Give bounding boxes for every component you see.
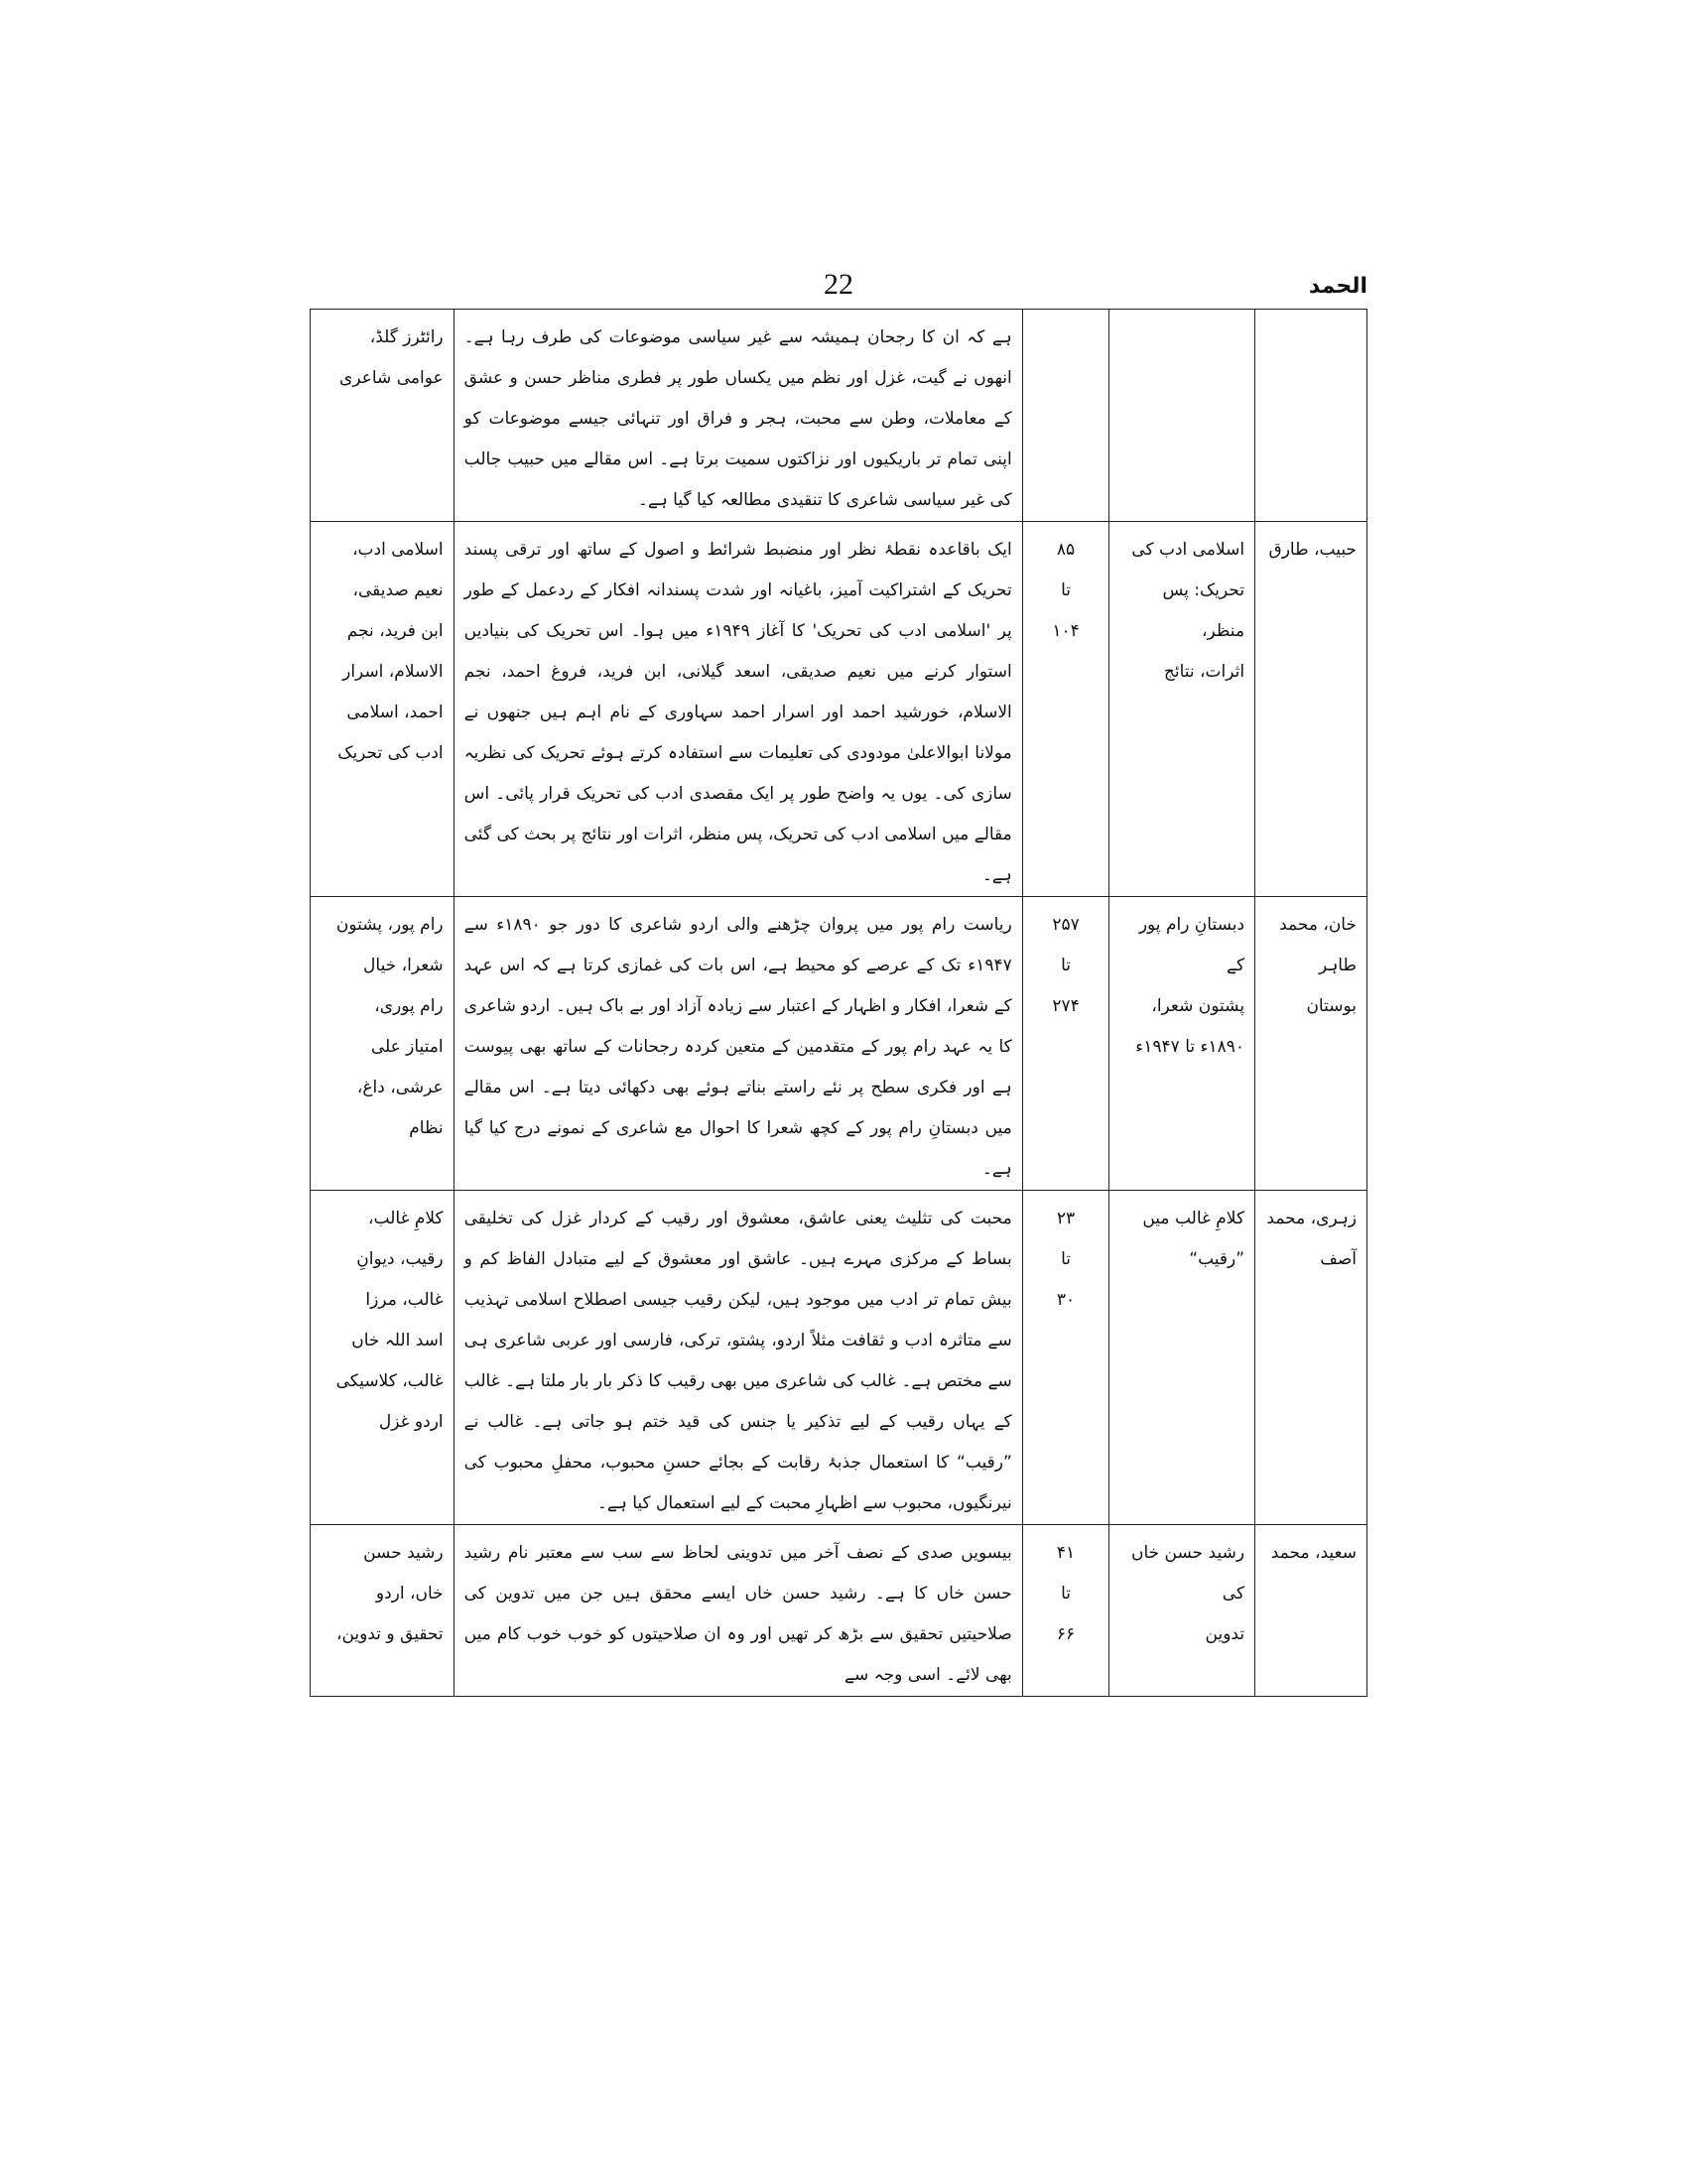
table-row	[311, 522, 1367, 897]
pages-cell	[1022, 522, 1109, 897]
journal-name: الحمد	[1308, 274, 1367, 299]
title-cell	[1109, 1191, 1255, 1525]
pages-line: تا	[1061, 580, 1072, 600]
keywords-line: نعیم صدیقی،	[352, 580, 444, 600]
title-line: اسلامی ادب کی	[1131, 540, 1245, 560]
author-cell	[1255, 1191, 1367, 1525]
keywords-line: رقیب، دیوانِ	[356, 1249, 444, 1269]
pages-cell	[1022, 310, 1109, 522]
pages-line: ۳۰	[1056, 1290, 1076, 1310]
author-cell	[1255, 522, 1367, 897]
title-line: دبستانِ رام پور کے	[1138, 915, 1245, 975]
keywords-line: شعرا، خیال	[363, 956, 444, 975]
keywords-line: کلامِ غالب،	[368, 1209, 444, 1228]
title-line: ”رقیب“	[1189, 1249, 1245, 1269]
keywords-line: رائٹرز گلڈ،	[369, 327, 444, 347]
keywords-line: خاں، اردو	[375, 1584, 444, 1604]
keywords-line: نظام	[409, 1118, 444, 1138]
title-cell	[1109, 310, 1255, 522]
keywords-line: رام پور، پشتون	[335, 915, 444, 935]
author-line: خان، محمد طاہر	[1279, 915, 1357, 975]
keywords-cell	[311, 1525, 454, 1697]
pages-cell	[1022, 1191, 1109, 1525]
abstract-cell: ہے کہ ان کا رجحان ہمیشہ سے غیر سیاسی موضوعات کی طرف رہا ہے۔ انھوں نے گیت، غزل اور نظم میں یکساں طور پر فطری مناظر حسن و عشق کے معاملات، وطن سے محبت، ہجر و فراق اور تنہائی جیسے موضوعات کو اپنی تمام تر باریکیوں اور نزاکتوں سمیت برتا ہے۔ اس مقالے میں حبیب جالب کی غیر سیاسی شاعری کا تنقیدی مطالعہ کیا گیا ہے۔	[454, 310, 1022, 522]
page-header	[310, 268, 1367, 308]
article-index-table	[310, 309, 1367, 1697]
keywords-cell	[311, 897, 454, 1191]
keywords-cell	[311, 310, 454, 522]
title-line: ۱۸۹۰ء تا ۱۹۴۷ء	[1135, 1037, 1245, 1057]
table-row	[311, 897, 1367, 1191]
title-cell	[1109, 1525, 1255, 1697]
title-line: تدوین	[1205, 1624, 1245, 1644]
keywords-line: اردو غزل	[378, 1412, 444, 1432]
pages-line: تا	[1061, 1584, 1072, 1604]
keywords-line: احمد، اسلامی	[346, 703, 444, 722]
keywords-line: غالب، مرزا	[365, 1290, 444, 1310]
abstract-cell: ایک باقاعدہ نقطۂ نظر اور منضبط شرائط و اصول کے ساتھ اور ترقی پسند تحریک کے اشتراکیت آمیز، باغیانہ اور شدت پسندانہ افکار کے ردعمل کے طور پر 'اسلامی ادب کی تحریک' کا آغاز ۱۹۴۹ء میں ہوا۔ اس تحریک کی بنیادیں استوار کرنے میں نعیم صدیقی، اسعد گیلانی، ابن فرید، فروغ احمد، نجم الاسلام، خورشید احمد اور اسرار احمد سہاوری کے نام اہم ہیں جنھوں نے مولانا ابوالاعلیٰ مودودی کی تعلیمات سے استفادہ کرتے ہوئے تحریک کی نظریہ سازی کی۔ یوں یہ واضح طور پر ایک مقصدی ادب کی تحریک قرار پائی۔ اس مقالے میں اسلامی ادب کی تحریک، پس منظر، اثرات اور نتائج پر بحث کی گئی ہے۔	[454, 522, 1022, 897]
pages-line: ۱۰۴	[1052, 621, 1080, 641]
keywords-line: الاسلام، اسرار	[342, 662, 444, 682]
title-line: پشتون شعرا،	[1151, 996, 1245, 1016]
title-line: تحریک: پس منظر،	[1162, 580, 1245, 641]
keywords-line: عرشی، داغ،	[356, 1078, 444, 1097]
keywords-line: ابن فرید، نجم	[346, 621, 444, 641]
author-cell	[1255, 310, 1367, 522]
pages-line: تا	[1061, 956, 1072, 975]
author-cell	[1255, 1525, 1367, 1697]
keywords-line: اسلامی ادب،	[352, 540, 444, 560]
abstract-cell: ریاست رام پور میں پروان چڑھنے والی اردو شاعری کا دور جو ۱۸۹۰ء سے ۱۹۴۷ء تک کے عرصے کو محیط ہے، اس بات کی غمازی کرتا ہے کہ اس عہد کے شعرا، افکار و اظہار کے اعتبار سے زیادہ آزاد اور بے باک ہیں۔ اردو شاعری کا یہ عہد رام پور کے متقدمین کے متعین کردہ رجحانات کے ساتھ بھی پیوست ہے اور فکری سطح پر نئے راستے بناتے ہوئے بھی دکھائی دیتا ہے۔ اس مقالے میں دبستانِ رام پور کے کچھ شعرا کا احوال مع شاعری کے نمونے درج کیا گیا ہے۔	[454, 897, 1022, 1191]
author-line: حبیب، طارق	[1268, 540, 1357, 560]
table-row	[311, 1191, 1367, 1525]
pages-line: ۶۶	[1056, 1624, 1076, 1644]
pages-cell	[1022, 1525, 1109, 1697]
table-row	[311, 1525, 1367, 1697]
pages-line: ۲۷۴	[1052, 996, 1080, 1016]
title-cell	[1109, 522, 1255, 897]
pages-cell	[1022, 897, 1109, 1191]
keywords-cell	[311, 522, 454, 897]
pages-line: ۸۵	[1056, 540, 1076, 560]
title-line: رشید حسن خاں کی	[1130, 1543, 1245, 1604]
keywords-line: رشید حسن	[363, 1543, 444, 1563]
article-index-body	[311, 310, 1367, 1697]
keywords-line: غالب، کلاسیکی	[335, 1371, 444, 1391]
author-line: آصف	[1320, 1249, 1357, 1269]
abstract-cell: بیسویں صدی کے نصف آخر میں تدوینی لحاظ سے سب سے معتبر نام رشید حسن خاں کا ہے۔ رشید حسن خاں ایسے محقق ہیں جن میں تدوین کی صلاحیتیں تحقیق سے بڑھ کر تھیں اور وہ ان صلاحیتوں کو خوب خوب کام میں بھی لائے۔ اسی وجہ سے	[454, 1525, 1022, 1697]
title-cell	[1109, 897, 1255, 1191]
pages-line: ۴۱	[1056, 1543, 1076, 1563]
page-number: 22	[824, 268, 853, 301]
keywords-line: ادب کی تحریک	[337, 743, 444, 763]
author-line: بوستان	[1306, 996, 1357, 1016]
keywords-cell	[311, 1191, 454, 1525]
keywords-line: رام پوری،	[374, 996, 444, 1016]
keywords-line: اسد اللہ خاں	[351, 1331, 444, 1350]
author-line: زہری، محمد	[1266, 1209, 1357, 1228]
author-line: سعید، محمد	[1270, 1543, 1357, 1563]
pages-line: ۲۳	[1056, 1209, 1076, 1228]
pages-line: ۲۵۷	[1052, 915, 1080, 935]
keywords-line: امتیاز علی	[370, 1037, 444, 1057]
abstract-cell: محبت کی تثلیث یعنی عاشق، معشوق اور رقیب کے کردار غزل کی تخلیقی بساط کے مرکزی مہرے ہیں۔ عاشق اور معشوق کے لیے متبادل الفاظ کم و بیش تمام تر ادب میں موجود ہیں، لیکن رقیب جیسی اصطلاح اسلامی تہذیب سے متاثرہ ادب و ثقافت مثلاً اردو، پشتو، ترکی، فارسی اور عربی شاعری ہی سے مختص ہے۔ غالب کی شاعری میں بھی رقیب کا ذکر بار بار ملتا ہے۔ غالب کے یہاں رقیب کے لیے تذکیر یا جنس کی قید ختم ہو جاتی ہے۔ غالب نے ”رقیب“ کا استعمال جذبۂ رقابت کے بجائے حسنِ محبوب، محفلِ محبوب کی نیرنگیوں، محبوب سے اظہارِ محبت کے لیے استعمال کیا ہے۔	[454, 1191, 1022, 1525]
title-line: اثرات، نتائج	[1163, 662, 1245, 682]
title-line: کلامِ غالب میں	[1142, 1209, 1245, 1228]
pages-line: تا	[1061, 1249, 1072, 1269]
keywords-line: تحقیق و تدوین،	[335, 1624, 444, 1644]
keywords-line: عوامی شاعری	[339, 368, 444, 388]
author-cell	[1255, 897, 1367, 1191]
table-row	[311, 310, 1367, 522]
